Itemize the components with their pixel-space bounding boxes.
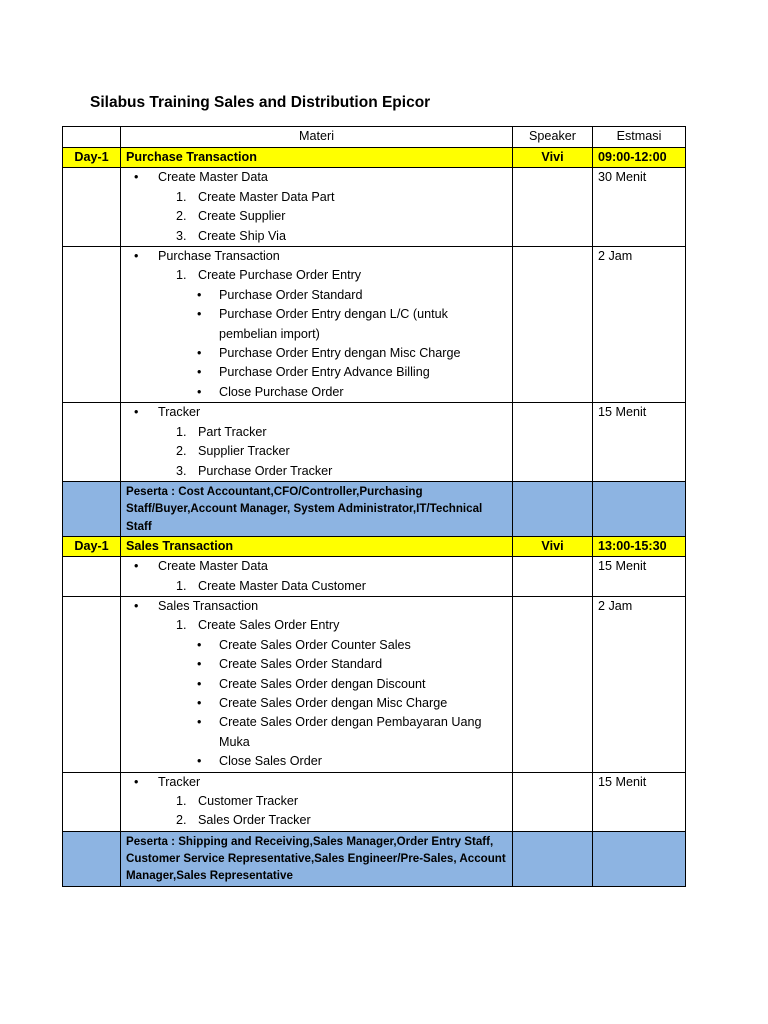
header-speaker: Speaker — [513, 127, 593, 148]
bullet-text: Tracker — [158, 774, 201, 789]
sub-bullet-text: Create Sales Order dengan Pembayaran Uang Muka — [219, 715, 482, 749]
peserta-row — [63, 831, 686, 886]
content-row — [63, 557, 686, 597]
estimate-cell: 15 Menit — [593, 772, 686, 831]
document-title: Silabus Training Sales and Distribution Epicor — [90, 94, 431, 111]
item-number: 1. — [176, 268, 187, 283]
item-text: Create Master Data Part — [198, 189, 335, 204]
item-text: Part Tracker — [198, 424, 267, 439]
header-materi: Materi — [121, 127, 513, 148]
sub-bullet-item — [126, 675, 507, 694]
bullet-icon: • — [134, 249, 139, 264]
speaker-cell — [513, 168, 593, 247]
speaker-cell — [513, 557, 593, 597]
item-text: Customer Tracker — [198, 794, 299, 809]
item-text: Sales Order Tracker — [198, 813, 311, 828]
sub-bullet-text: Create Sales Order Counter Sales — [219, 637, 411, 652]
bullet-icon: • — [134, 599, 139, 614]
item-text: Purchase Order Tracker — [198, 463, 333, 478]
sub-bullet-text: Create Sales Order dengan Misc Charge — [219, 696, 448, 711]
empty-cell — [593, 481, 686, 536]
item-number: 1. — [176, 794, 187, 809]
content-row — [63, 168, 686, 247]
bullet-icon: • — [197, 676, 202, 691]
sub-bullet-item — [126, 286, 507, 305]
bullet-icon: • — [197, 307, 202, 322]
bullet-icon: • — [134, 170, 139, 185]
bullet-item — [126, 557, 507, 576]
bullet-icon: • — [134, 774, 139, 789]
item-text: Create Supplier — [198, 209, 286, 224]
sub-bullet-item — [126, 655, 507, 674]
bullet-item — [126, 247, 507, 266]
speaker-cell — [513, 403, 593, 482]
session-header-row — [63, 536, 686, 556]
numbered-item — [126, 188, 507, 207]
session-speaker: Vivi — [513, 536, 593, 556]
peserta-text: Peserta : Shipping and Receiving,Sales Manager,Order Entry Staff, Customer Service Representative,Sales Engineer/Pre-Sales, Account Manager,Sales Representative — [121, 831, 513, 886]
session-day: Day-1 — [63, 148, 121, 168]
item-text: Create Master Data Customer — [198, 578, 366, 593]
session-time: 09:00-12:00 — [593, 148, 686, 168]
empty-cell — [63, 403, 121, 482]
speaker-cell — [513, 597, 593, 773]
numbered-item — [126, 227, 507, 246]
item-number: 1. — [176, 424, 187, 439]
sub-bullet-text: Create Sales Order Standard — [219, 657, 383, 672]
numbered-item — [126, 811, 507, 830]
bullet-icon: • — [197, 637, 202, 652]
materi-cell — [121, 772, 513, 831]
header-day — [63, 127, 121, 148]
estimate-cell: 15 Menit — [593, 403, 686, 482]
peserta-row — [63, 481, 686, 536]
session-header-row — [63, 148, 686, 168]
session-time: 13:00-15:30 — [593, 536, 686, 556]
bullet-text: Purchase Transaction — [158, 249, 280, 264]
estimate-cell: 15 Menit — [593, 557, 686, 597]
sub-bullet-text: Close Purchase Order — [219, 384, 344, 399]
speaker-cell — [513, 772, 593, 831]
content-row — [63, 403, 686, 482]
bullet-text: Create Master Data — [158, 559, 268, 574]
sub-bullet-item — [126, 383, 507, 402]
estimate-cell: 30 Menit — [593, 168, 686, 247]
sub-bullet-text: Purchase Order Entry Advance Billing — [219, 365, 430, 380]
item-number: 2. — [176, 209, 187, 224]
bullet-icon: • — [197, 287, 202, 302]
empty-cell — [513, 831, 593, 886]
empty-cell — [513, 481, 593, 536]
item-text: Supplier Tracker — [198, 444, 290, 459]
item-number: 3. — [176, 463, 187, 478]
item-number: 3. — [176, 228, 187, 243]
header-estimasi: Estmasi — [593, 127, 686, 148]
bullet-icon: • — [197, 696, 202, 711]
bullet-text: Tracker — [158, 405, 201, 420]
sub-bullet-text: Purchase Order Entry dengan L/C (untuk pembelian import) — [219, 307, 448, 341]
bullet-icon: • — [197, 384, 202, 399]
bullet-item — [126, 168, 507, 187]
materi-cell — [121, 557, 513, 597]
empty-cell — [63, 557, 121, 597]
item-number: 2. — [176, 813, 187, 828]
session-topic: Purchase Transaction — [121, 148, 513, 168]
bullet-icon: • — [197, 754, 202, 769]
empty-cell — [63, 772, 121, 831]
syllabus-table — [62, 126, 686, 887]
numbered-item — [126, 266, 507, 285]
numbered-item — [126, 616, 507, 635]
numbered-item — [126, 577, 507, 596]
numbered-item — [126, 207, 507, 226]
numbered-item — [126, 442, 507, 461]
bullet-icon: • — [197, 365, 202, 380]
session-speaker: Vivi — [513, 148, 593, 168]
bullet-text: Sales Transaction — [158, 599, 259, 614]
item-text: Create Purchase Order Entry — [198, 268, 362, 283]
content-row — [63, 247, 686, 403]
bullet-item — [126, 597, 507, 616]
sub-bullet-text: Purchase Order Standard — [219, 287, 363, 302]
empty-cell — [63, 481, 121, 536]
session-day: Day-1 — [63, 536, 121, 556]
bullet-icon: • — [197, 657, 202, 672]
sub-bullet-text: Close Sales Order — [219, 754, 322, 769]
bullet-icon: • — [197, 346, 202, 361]
numbered-item — [126, 792, 507, 811]
bullet-item — [126, 773, 507, 792]
item-number: 2. — [176, 444, 187, 459]
bullet-icon: • — [134, 405, 139, 420]
materi-cell — [121, 597, 513, 773]
sub-bullet-item — [126, 363, 507, 382]
sub-bullet-text: Purchase Order Entry dengan Misc Charge — [219, 346, 461, 361]
sub-bullet-item — [126, 713, 507, 752]
item-number: 1. — [176, 578, 187, 593]
sub-bullet-item — [126, 694, 507, 713]
materi-cell — [121, 403, 513, 482]
sub-bullet-text: Create Sales Order dengan Discount — [219, 676, 426, 691]
sub-bullet-item — [126, 752, 507, 771]
bullet-icon: • — [134, 559, 139, 574]
materi-cell — [121, 247, 513, 403]
item-number: 1. — [176, 189, 187, 204]
item-text: Create Sales Order Entry — [198, 618, 340, 633]
item-number: 1. — [176, 618, 187, 633]
estimate-cell: 2 Jam — [593, 597, 686, 773]
sub-bullet-item — [126, 344, 507, 363]
bullet-text: Create Master Data — [158, 170, 268, 185]
estimate-cell: 2 Jam — [593, 247, 686, 403]
sub-bullet-item — [126, 305, 507, 344]
materi-cell — [121, 168, 513, 247]
speaker-cell — [513, 247, 593, 403]
item-text: Create Ship Via — [198, 228, 286, 243]
peserta-text: Peserta : Cost Accountant,CFO/Controller,Purchasing Staff/Buyer,Account Manager, System Administrator,IT/Technical Staff — [121, 481, 513, 536]
session-topic: Sales Transaction — [121, 536, 513, 556]
empty-cell — [63, 831, 121, 886]
empty-cell — [63, 597, 121, 773]
empty-cell — [593, 831, 686, 886]
empty-cell — [63, 247, 121, 403]
sub-bullet-item — [126, 636, 507, 655]
empty-cell — [63, 168, 121, 247]
numbered-item — [126, 423, 507, 442]
content-row — [63, 597, 686, 773]
table-header-row — [63, 127, 686, 148]
numbered-item — [126, 462, 507, 481]
bullet-icon: • — [197, 715, 202, 730]
bullet-item — [126, 403, 507, 422]
content-row — [63, 772, 686, 831]
